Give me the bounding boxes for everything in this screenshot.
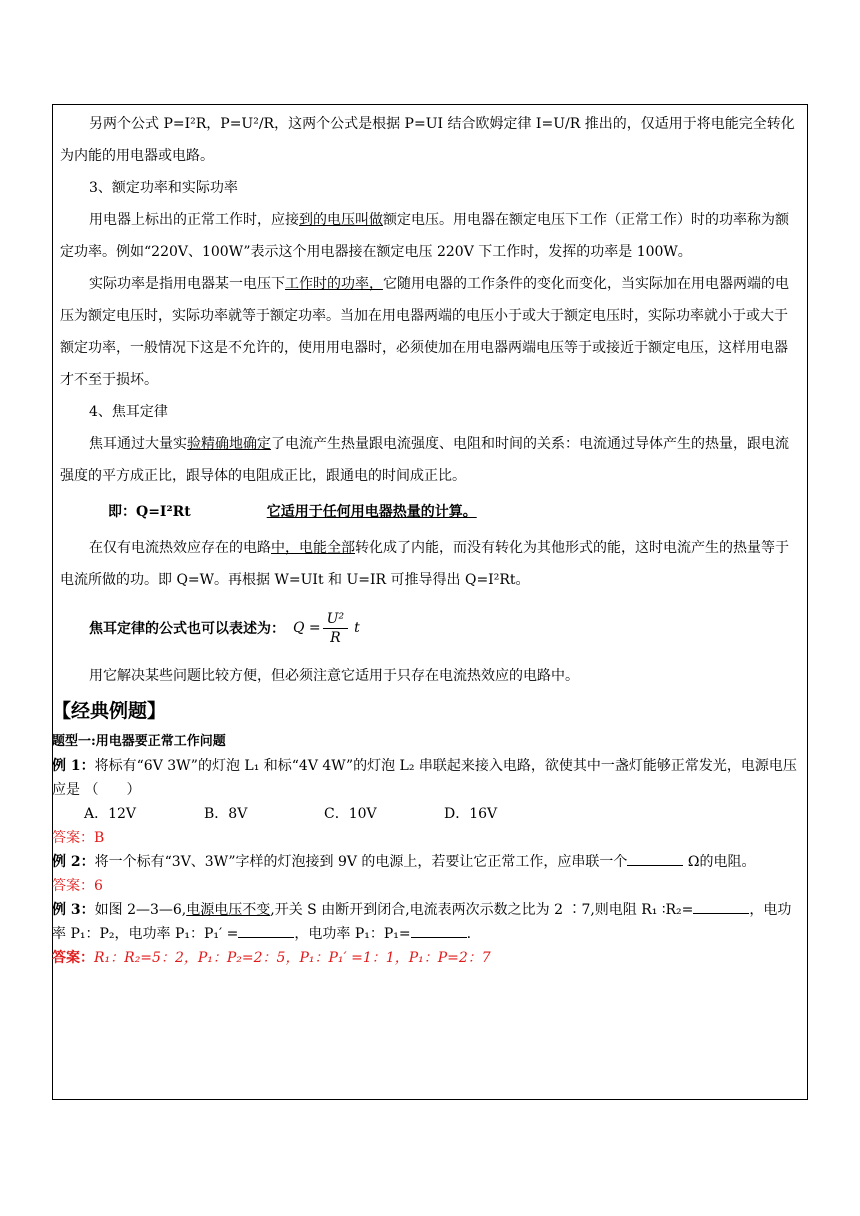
alt-formula-t: t bbox=[354, 620, 360, 636]
alt-formula-numerator: U² bbox=[323, 610, 348, 629]
formula-paragraph: 另两个公式 P=I²R，P=U²/R，这两个公式是根据 P=UI 结合欧姆定律 I=U/R 推出的，仅适用于将电能完全转化为内能的用电器或电路。 bbox=[60, 116, 795, 164]
example-3-answer: 答案：R₁：R₂=5：2，P₁：P₂=2：5，P₁：P₁′ =1：1，P₁：P=2：7 bbox=[52, 950, 491, 966]
example-1: 例 1：将标有“6V 3W”的灯泡 L₁ 和标“4V 4W”的灯泡 L₂ 串联起来接入电路，欲使其中一盏灯能够正常发光，电源电压应是 （ ） bbox=[52, 758, 797, 798]
joule-formula: 即：Q=I²Rt bbox=[108, 504, 191, 520]
example-1-answer: 答案：B bbox=[52, 830, 105, 846]
rated-voltage-paragraph: 用电器上标出的正常工作时，应接到的电压叫做额定电压。用电器在额定电压下工作（正常工作）时的功率称为额定功率。例如“220V、100W”表示这个用电器接在额定电压 220V 下工作时，发挥的功率是 100W。 bbox=[60, 212, 789, 260]
option-d: D．16V bbox=[444, 806, 498, 822]
examples-heading: 【经典例题】 bbox=[52, 700, 167, 722]
alt-formula-label: 焦耳定律的公式也可以表述为： bbox=[89, 621, 285, 637]
example-2: 例 2：将一个标有“3V、3W”字样的灯泡接到 9V 的电源上，若要让它正常工作，应串联一个 Ω的电阻。 bbox=[52, 850, 800, 874]
option-a: A．12V bbox=[84, 806, 137, 822]
example-3: 例 3：如图 2—3—6,电源电压不变,开关 S 由断开到闭合,电流表两次示数之比为 2 ∶7,则电阻 R₁ ∶R₂= ，电功率 P₁：P₂，电功率 P₁：P₁′ = ，电功率 P₁：P₁= . bbox=[52, 898, 800, 946]
option-c: C．10V bbox=[324, 806, 377, 822]
alt-formula-lhs: Q = bbox=[293, 620, 321, 636]
joule-formula-note: 它适用于任何用电器热量的计算。 bbox=[266, 504, 477, 520]
option-b: B．8V bbox=[204, 806, 248, 822]
answer-blank bbox=[411, 923, 467, 938]
alt-formula-line bbox=[60, 596, 800, 660]
example-1-options bbox=[84, 802, 800, 826]
example-2-answer: 答案：6 bbox=[52, 878, 103, 894]
answer-blank bbox=[693, 899, 749, 914]
document-body bbox=[52, 108, 800, 970]
actual-power-paragraph: 实际功率是指用电器某一电压下工作时的功率，它随用电器的工作条件的变化而变化，当实际加在用电器两端的电压为额定电压时，实际功率就等于额定功率。当加在用电器两端的电压小于或大于额定电压时，实际功率就小于或大于额定功率，一般情况下这是不允许的，使用用电器时，必须使加在用电器两端电压等于或接近于额定电压，这样用电器才不至于损坏。 bbox=[60, 276, 789, 388]
answer-blank bbox=[238, 923, 294, 938]
answer-blank bbox=[627, 851, 683, 866]
problem-type-1: 题型一:用电器要正常工作问题 bbox=[52, 734, 226, 749]
joule-law-paragraph: 焦耳通过大量实验精确地确定了电流产生热量跟电流强度、电阻和时间的关系：电流通过导体产生的热量，跟电流强度的平方成正比，跟导体的电阻成正比，跟通电的时间成正比。 bbox=[60, 436, 789, 484]
section-heading-joule-law: 4、焦耳定律 bbox=[89, 404, 168, 420]
usage-note-paragraph: 用它解决某些问题比较方便，但必须注意它适用于只存在电流热效应的电路中。 bbox=[89, 668, 579, 684]
alt-formula-denominator: R bbox=[330, 629, 341, 646]
alt-formula-fraction bbox=[323, 610, 348, 647]
section-heading-rated-power: 3、额定功率和实际功率 bbox=[89, 180, 238, 196]
joule-formula-line bbox=[60, 492, 800, 532]
heat-effect-paragraph: 在仅有电流热效应存在的电路中，电能全部转化成了内能，而没有转化为其他形式的能，这时电流产生的热量等于电流所做的功。即 Q=W。再根据 W=UIt 和 U=IR 可推导得出 Q=I²Rt。 bbox=[60, 540, 789, 588]
